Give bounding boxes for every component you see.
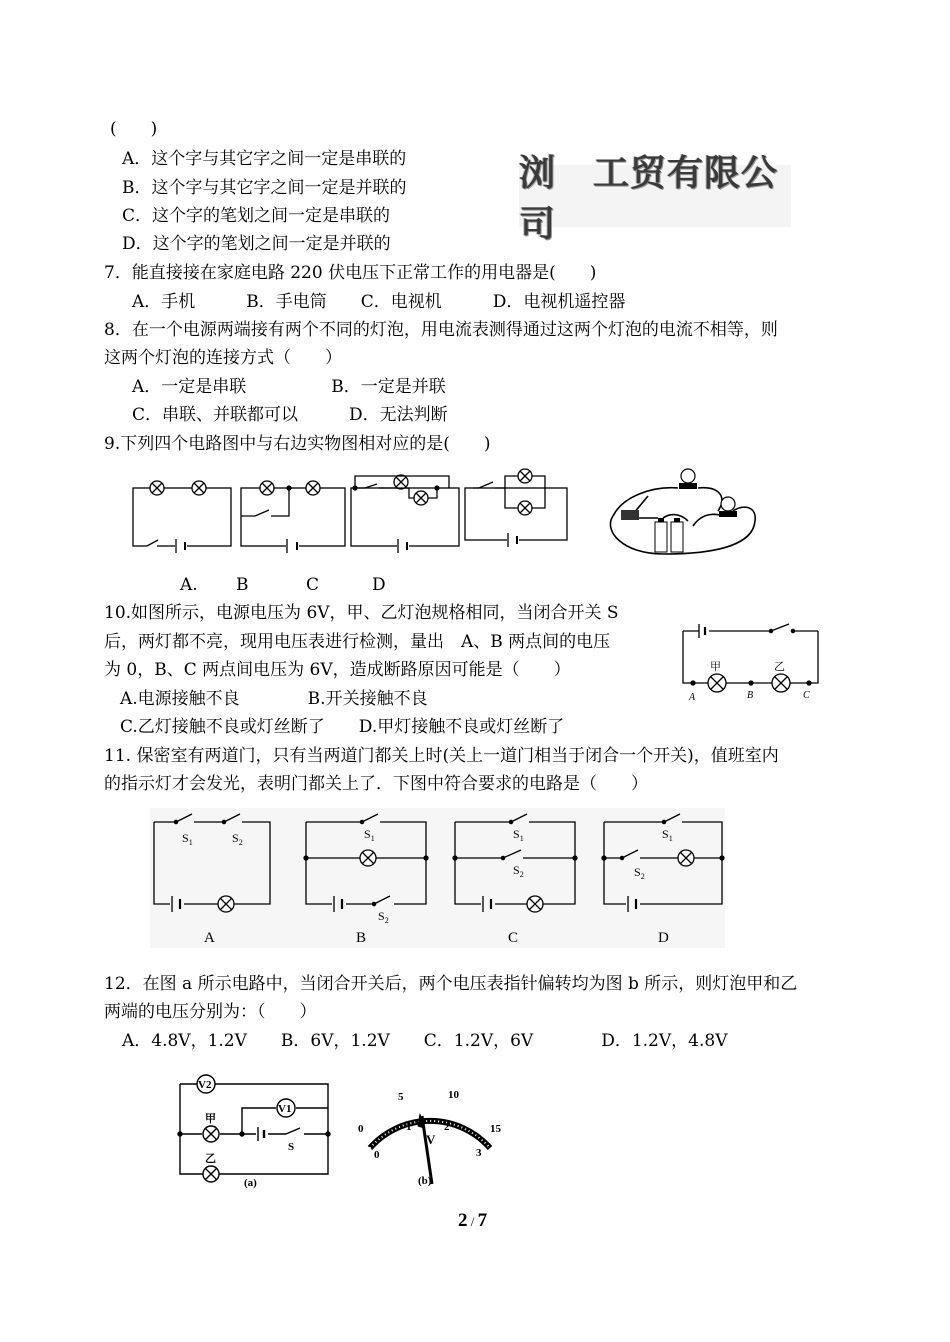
svg-text:S2: $S_2$ bbox=[378, 909, 389, 925]
q6-option-d: D．这个字的笔划之间一定是并联的 bbox=[122, 234, 391, 254]
svg-text:3: 3 bbox=[476, 1147, 482, 1159]
bulb-icon bbox=[719, 497, 737, 517]
q7-options: A．手机 B．手电筒 C．电视机 D．电视机遥控器 bbox=[132, 292, 626, 312]
svg-text:S2: $S_2$ bbox=[513, 863, 524, 879]
q10-stem-line2: 后，两灯都不亮，现用电压表进行检测，量出 A、B 两点间的电压 bbox=[104, 632, 611, 652]
svg-text:S1: $S_1$ bbox=[182, 831, 193, 847]
svg-text:10: 10 bbox=[448, 1089, 459, 1101]
q10-stem-line3: 为 0，B、C 两点间电压为 6V，造成断路原因可能是（ ） bbox=[104, 660, 571, 680]
q12-label-s: S bbox=[288, 1141, 295, 1153]
svg-text:S1: $S_1$ bbox=[364, 827, 375, 843]
q10-label-jia: 甲 bbox=[710, 661, 721, 673]
q6-option-b: B．这个字与其它字之间一定是并联的 bbox=[122, 178, 407, 198]
voltmeter-v2-label: V2 bbox=[198, 1079, 212, 1091]
q12-stem-line1: 12．在图 a 所示电路中，当闭合开关后，两个电压表指针偏转均为图 b 所示，则灯泡甲和乙 bbox=[104, 974, 798, 994]
q6-sign-image: 浏 工贸有限公司 bbox=[519, 165, 791, 227]
q9-label-a: A. bbox=[180, 575, 198, 595]
svg-text:S2: $S_2$ bbox=[634, 865, 645, 881]
battery-icon bbox=[655, 518, 683, 552]
q11-label-a: A bbox=[204, 930, 215, 946]
q11-circuit-diagrams bbox=[150, 808, 725, 948]
q10-circuit-diagram bbox=[675, 615, 825, 705]
q10-label-yi: 乙 bbox=[774, 661, 785, 673]
q10-stem-line1: 10.如图所示，电源电压为 6V，甲、乙灯泡规格相同，当闭合开关 S bbox=[104, 603, 619, 623]
q12-caption-b: (b) bbox=[418, 1175, 432, 1187]
q10-label-c: C bbox=[803, 690, 810, 701]
q12-caption-a: (a) bbox=[244, 1177, 257, 1189]
q11-label-b: B bbox=[356, 930, 367, 946]
q10-label-a: A bbox=[689, 692, 696, 703]
q8-stem-line2: 这两个灯泡的连接方式（ ） bbox=[104, 348, 342, 368]
svg-text:0: 0 bbox=[374, 1149, 380, 1161]
q6-option-a: A．这个字与其它字之间一定是串联的 bbox=[122, 149, 407, 169]
q9-label-d: D bbox=[372, 575, 386, 595]
q12-stem-line2: 两端的电压分别为：（ ） bbox=[104, 1002, 317, 1022]
q12-label-yi: 乙 bbox=[205, 1153, 216, 1165]
svg-text:5: 5 bbox=[398, 1091, 404, 1103]
q10-options-ab: A.电源接触不良 B.开关接触不良 bbox=[120, 689, 428, 709]
q9-physical-circuit-image bbox=[603, 466, 761, 558]
q8-stem-line1: 8．在一个电源两端接有两个不同的灯泡，用电流表测得通过这两个灯泡的电流不相等，则 bbox=[104, 320, 778, 340]
q9-circuit-diagrams bbox=[125, 468, 585, 568]
q12-label-jia: 甲 bbox=[205, 1113, 216, 1125]
q12-dial-unit: V bbox=[426, 1132, 436, 1147]
q6-option-c: C．这个字的笔划之间一定是串联的 bbox=[122, 206, 391, 226]
q9-circuit-b bbox=[241, 481, 345, 553]
q11-stem-line2: 的指示灯才会发光，表明门都关上了．下图中符合要求的电路是（ ） bbox=[104, 774, 648, 794]
q11-stem-line1: 11. 保密室有两道门，只有当两道门都关上时(关上一道门相当于闭合一个开关)，值班室内 bbox=[104, 746, 779, 766]
svg-text:S1: $S_1$ bbox=[513, 827, 524, 843]
svg-text:1: 1 bbox=[406, 1121, 412, 1133]
q11-label-c: C bbox=[508, 930, 519, 946]
q7-stem: 7．能直接接在家庭电路 220 伏电压下正常工作的用电器是( ) bbox=[104, 263, 597, 283]
q9-circuit-a bbox=[133, 481, 231, 553]
q11-label-d: D bbox=[658, 930, 669, 946]
q9-stem: 9.下列四个电路图中与右边实物图相对应的是( ) bbox=[104, 434, 491, 454]
q9-circuit-c bbox=[351, 475, 459, 553]
q10-label-b: B bbox=[747, 690, 754, 701]
q8-options-ab: A．一定是串联 B．一定是并联 bbox=[132, 377, 446, 397]
switch-icon bbox=[621, 510, 639, 520]
q8-options-cd: C．串联、并联都可以 D．无法判断 bbox=[132, 405, 448, 425]
q12-figure-a bbox=[172, 1070, 332, 1190]
q12-options: A．4.8V，1.2V B．6V，1.2V C．1.2V，6V D．1.2V，4.8V bbox=[122, 1031, 728, 1051]
bulb-icon bbox=[679, 469, 697, 489]
q6-paren: ( ) bbox=[110, 119, 158, 139]
svg-text:S2: $S_2$ bbox=[232, 831, 243, 847]
page-number: 2 / 7 bbox=[458, 1210, 488, 1231]
svg-text:0: 0 bbox=[358, 1123, 364, 1135]
svg-text:2: 2 bbox=[444, 1121, 450, 1133]
svg-text:15: 15 bbox=[490, 1123, 501, 1135]
q12-figure-b-voltmeter-dial bbox=[348, 1084, 518, 1190]
q9-circuit-d bbox=[465, 469, 567, 547]
svg-text:S1: $S_1$ bbox=[662, 827, 673, 843]
q9-label-c: C bbox=[306, 575, 320, 595]
q9-label-b: B bbox=[236, 575, 249, 595]
q10-options-cd: C.乙灯接触不良或灯丝断了 D.甲灯接触不良或灯丝断了 bbox=[120, 717, 565, 737]
voltmeter-v1-label: V1 bbox=[278, 1103, 292, 1115]
